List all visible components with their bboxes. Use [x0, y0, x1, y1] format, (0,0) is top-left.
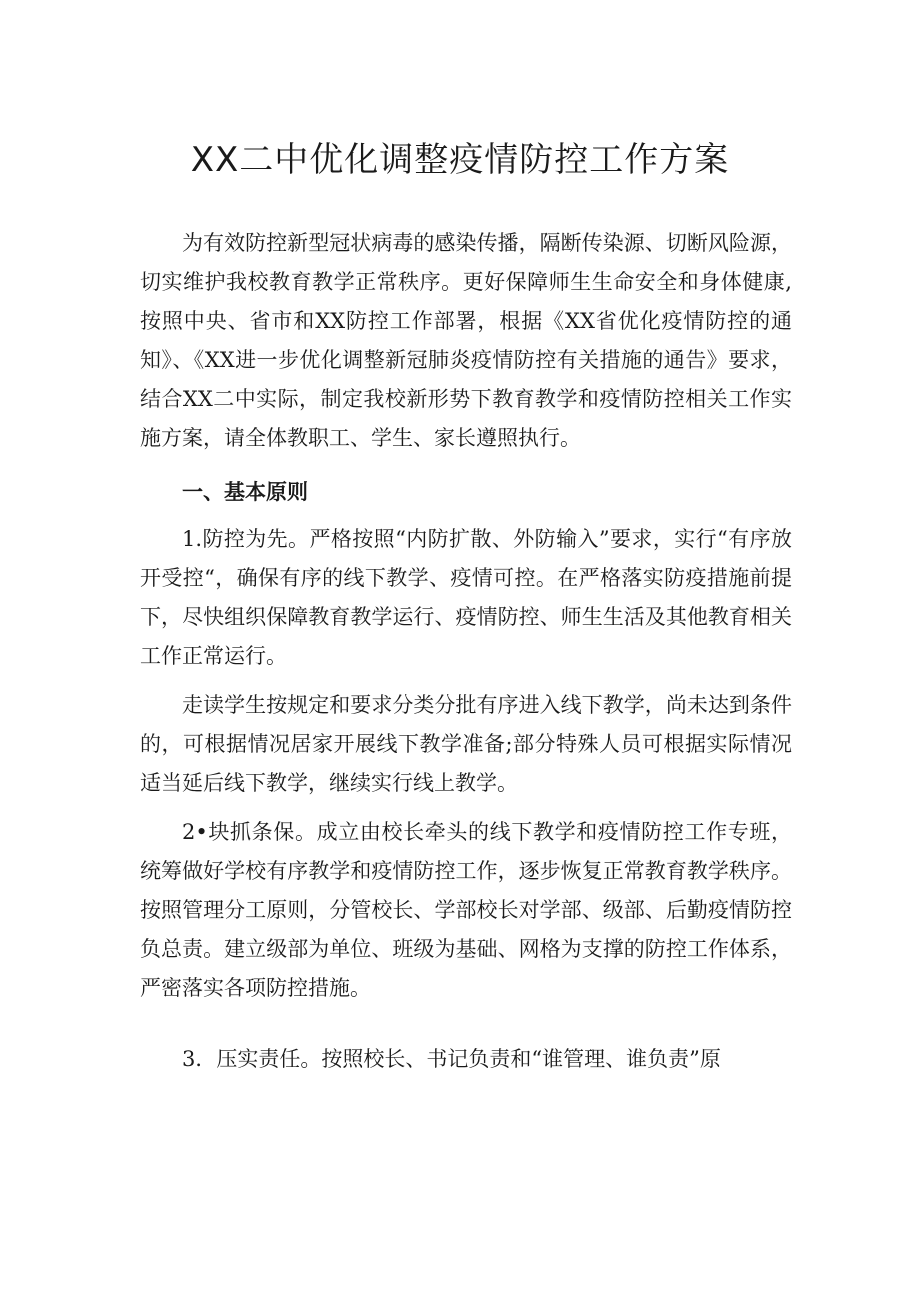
principle-1-paragraph: 1.防控为先。严格按照“内防扩散、外防输入”要求，实行“有序放开受控“，确保有序的线下教学、疫情可控。在严格落实防疫措施前提下，尽快组织保障教育教学运行、疫情防控、师生生活及其他教育相关工作正常运行。: [140, 527, 792, 668]
principle-1-detail-paragraph: 走读学生按规定和要求分类分批有序进入线下教学，尚未达到条件的，可根据情况居家开展线下教学准备;部分特殊人员可根据实际情况适当延后线下教学，继续实行线上教学。: [140, 693, 792, 795]
section-heading: 一、基本原则: [182, 480, 308, 504]
document-body: [140, 224, 792, 1079]
principle-2-paragraph: 2•块抓条保。成立由校长牵头的线下教学和疫情防控工作专班，统筹做好学校有序教学和疫情防控工作，逐步恢复正常教育教学秩序。按照管理分工原则，分管校长、学部校长对学部、级部、后勤疫情防控负总责。建立级部为单位、班级为基础、网格为支撑的防控工作体系，严密落实各项防控措施。: [140, 820, 792, 1000]
principle-3-paragraph: 3．压实责任。按照校长、书记负责和“谁管理、谁负责”原: [182, 1047, 721, 1071]
intro-paragraph: 为有效防控新型冠状病毒的感染传播，隔断传染源、切断风险源，切实维护我校教育教学正常秩序。更好保障师生生命安全和身体健康,按照中央、省市和XX防控工作部署，根据《XX省优化疫情防控的通知》、《XX进一步优化调整新冠肺炎疫情防控有关措施的通告》要求，结合XX二中实际，制定我校新形势下教育教学和疫情防控相关工作实施方案，请全体教职工、学生、家长遵照执行。: [140, 231, 792, 450]
document-title: XX二中优化调整疫情防控工作方案: [190, 140, 730, 180]
